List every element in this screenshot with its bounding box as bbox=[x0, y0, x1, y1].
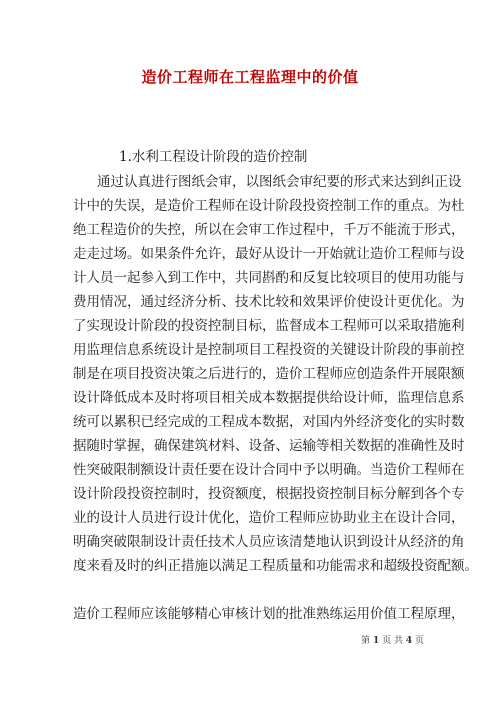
footer-suffix: 页 bbox=[414, 636, 424, 646]
text-line: 业的设计人员进行设计优化，造价工程师应协助业主在设计合同， bbox=[73, 510, 465, 526]
text-line: 性突破限制额设计责任要在设计合同中予以明确。当造价工程师在 bbox=[73, 462, 465, 478]
text-line: 计中的失误，是造价工程师在设计阶段投资控制工作的重点。为杜 bbox=[73, 198, 465, 214]
text-line: 据随时掌握，确保建筑材料、设备、运输等相关数据的准确性及时 bbox=[73, 438, 465, 454]
footer-page-number: 1 bbox=[372, 636, 380, 646]
text-line: 绝工程造价的失控，所以在会审工作过程中，千万不能流于形式， bbox=[73, 222, 465, 238]
footer-prefix: 第 bbox=[361, 636, 371, 646]
text-line: 造价工程师应该能够精心审核计划的批准熟练运用价值工程原理， bbox=[73, 606, 465, 622]
text-line: 费用情况，通过经济分析、技术比较和效果评价使设计更优化。为 bbox=[73, 294, 465, 310]
text-line: 明确突破限制设计责任技术人员应该清楚地认识到设计从经济的角 bbox=[73, 534, 465, 550]
text-line: 了实现设计阶段的投资控制目标，监督成本工程师可以采取措施利 bbox=[73, 318, 465, 334]
footer-total-pages: 4 bbox=[405, 636, 413, 646]
text-line: 制是在项目投资决策之后进行的，造价工程师应创造条件开展限额 bbox=[73, 366, 465, 382]
text-line: 设计阶段投资控制时，投资额度，根据投资控制目标分解到各个专 bbox=[73, 486, 465, 502]
text-line: 走走过场。如果条件允许，最好从设计一开始就让造价工程师与设 bbox=[73, 246, 465, 262]
footer-middle: 页 共 bbox=[382, 636, 403, 646]
text-line: 度来看及时的纠正措施以满足工程质量和功能需求和超级投资配额。 bbox=[73, 558, 478, 574]
page-footer bbox=[361, 633, 424, 646]
text-line: 设计降低成本及时将项目相关成本数据提供给设计师，监理信息系 bbox=[73, 390, 465, 406]
section-heading: 1.水利工程设计阶段的造价控制 bbox=[119, 149, 308, 165]
text-line: 通过认真进行图纸会审，以图纸会审纪要的形式来达到纠正设 bbox=[97, 174, 462, 190]
text-line: 统可以累积已经完成的工程成本数据，对国内外经济变化的实时数 bbox=[73, 414, 465, 430]
text-line: 计人员一起参入到工作中，共同斟酌和反复比较项目的使用功能与 bbox=[73, 270, 465, 286]
document-title: 造价工程师在工程监理中的价值 bbox=[141, 68, 359, 86]
text-line: 用监理信息系统设计是控制项目工程投资的关键设计阶段的事前控 bbox=[73, 342, 465, 358]
